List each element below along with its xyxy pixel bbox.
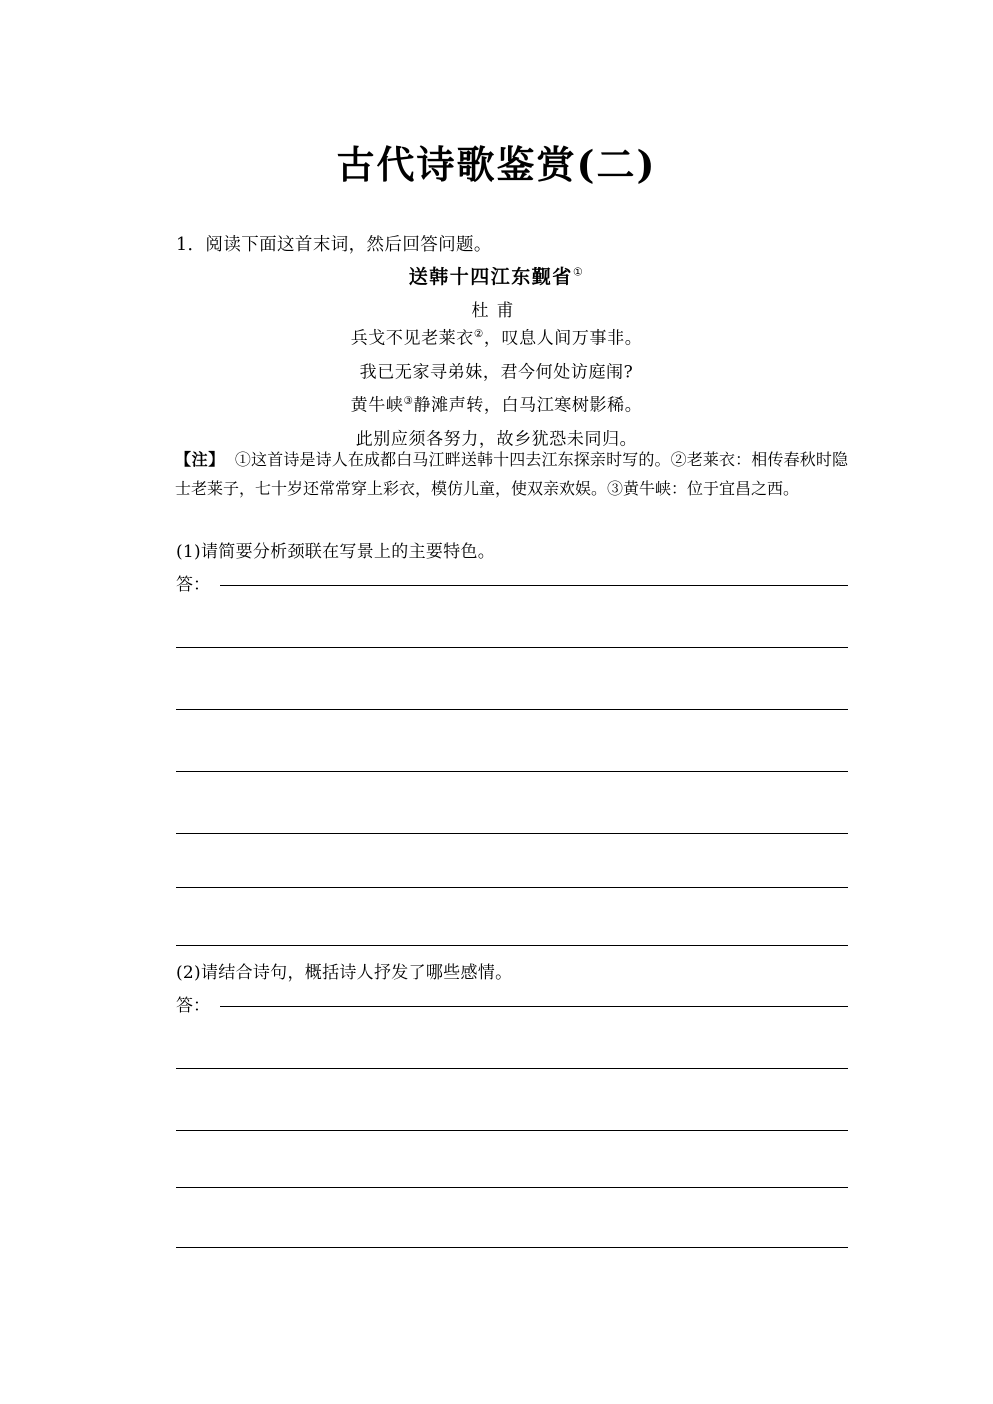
question-stem: 1．阅读下面这首末词，然后回答问题。: [176, 235, 492, 255]
sub-question-1-prompt: (1)请简要分析颈联在写景上的主要特色。: [176, 542, 496, 562]
poem-line-text: 黄牛峡: [350, 395, 404, 416]
answer-line[interactable]: [220, 1006, 848, 1007]
answer-line[interactable]: [176, 1130, 848, 1131]
poem-title-text: 送韩十四江东觐省: [408, 266, 573, 288]
answer-line[interactable]: [176, 1068, 848, 1069]
poem-line-note-marker: ②: [473, 328, 484, 340]
poem-line-text: 我已无家寻弟妹，君今何处访庭闱?: [359, 362, 634, 383]
poem-line-text: 兵戈不见老莱衣: [350, 328, 474, 349]
sub-question-1-answer-label: 答：: [176, 575, 210, 595]
answer-line[interactable]: [176, 887, 848, 888]
poem-body: [0, 320, 993, 455]
page-title: 古代诗歌鉴赏(二): [336, 142, 657, 187]
poem-title: [0, 262, 993, 289]
answer-line[interactable]: [176, 1247, 848, 1248]
poem-line-tail: ，叹息人间万事非。: [483, 328, 643, 349]
poem-notes: [175, 445, 848, 503]
answer-line[interactable]: [176, 647, 848, 648]
answer-line[interactable]: [220, 585, 848, 586]
answer-line[interactable]: [176, 945, 848, 946]
poem-line: [0, 320, 993, 354]
answer-line[interactable]: [176, 833, 848, 834]
answer-line[interactable]: [176, 709, 848, 710]
answer-line[interactable]: [176, 1187, 848, 1188]
poem-line-note-marker: ③: [403, 395, 414, 408]
sub-question-2-prompt: (2)请结合诗句，概括诗人抒发了哪些感情。: [176, 963, 513, 983]
poem-line-tail: 静滩声转，白马江寒树影稀。: [413, 395, 643, 416]
sub-question-2-answer-label: 答：: [176, 996, 210, 1016]
poem-line: [0, 354, 993, 388]
poem-line-text: 此别应须各努力，故乡犹恐未同归。: [355, 429, 638, 450]
poem-title-note-marker: ①: [572, 265, 585, 279]
poem-author: 杜甫: [471, 301, 522, 321]
notes-label: 【注】: [175, 450, 225, 469]
poem-line: [0, 387, 993, 421]
notes-text: ①这首诗是诗人在成都白马江畔送韩十四去江东探亲时写的。②老莱衣：相传春秋时隐士老莱子，七十岁还常常穿上彩衣，模仿儿童，使双亲欢娱。③黄牛峡：位于宜昌之西。: [175, 450, 848, 498]
answer-line[interactable]: [176, 771, 848, 772]
